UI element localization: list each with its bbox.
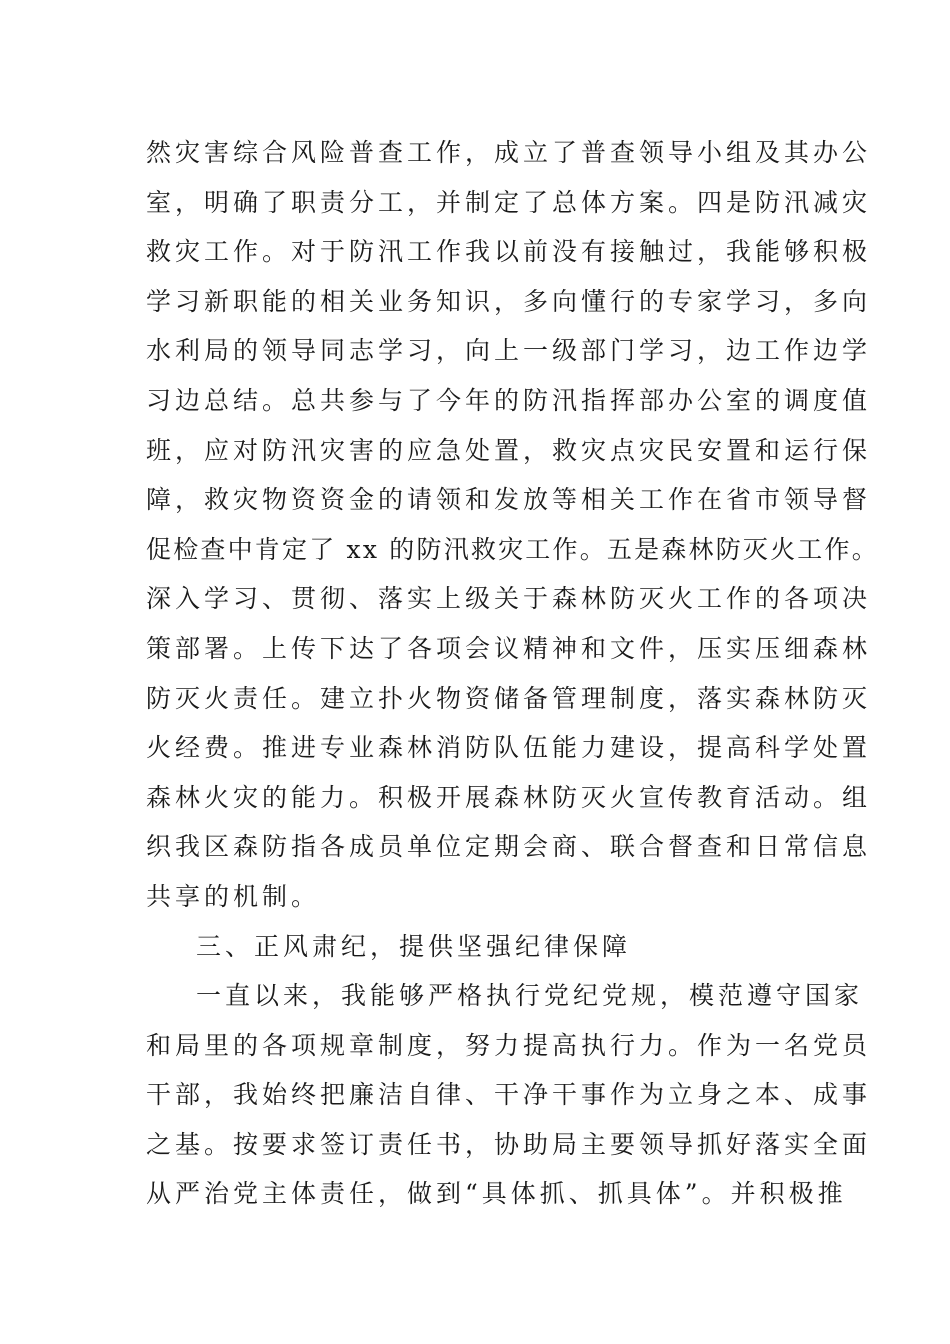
text-line: 班，应对防汛灾害的应急处置，救灾点灾民安置和运行保 [146,435,872,465]
text-line: 深入学习、贯彻、落实上级关于森林防灭火工作的各项决 [146,584,872,614]
text-line: 火经费。推进专业森林消防队伍能力建设，提高科学处置 [146,733,872,763]
text-line: 一直以来，我能够严格执行党纪党规，模范遵守国家 [196,981,864,1011]
text-line: 从严治党主体责任，做到“具体抓、抓具体”。并积极推 [146,1179,847,1209]
text-line: 防灭火责任。建立扑火物资储备管理制度，落实森林防灭 [146,683,872,713]
text-line: 干部，我始终把廉洁自律、干净干事作为立身之本、成事 [146,1080,872,1110]
text-line: 习边总结。总共参与了今年的防汛指挥部办公室的调度值 [146,385,872,415]
text-line: 森林火灾的能力。积极开展森林防灭火宣传教育活动。组 [146,782,872,812]
text-line: 共享的机制。 [146,881,321,911]
text-line: 织我区森防指各成员单位定期会商、联合督查和日常信息 [146,832,872,862]
section-heading: 三、正风肃纪，提供坚强纪律保障 [196,931,632,961]
text-line: 学习新职能的相关业务知识，多向懂行的专家学习，多向 [146,286,872,316]
text-line: 室，明确了职责分工，并制定了总体方案。四是防汛减灾 [146,187,872,217]
text-line: 障，救灾物资资金的请领和发放等相关工作在省市领导督 [146,485,872,515]
text-line: 促检查中肯定了 xx 的防汛救灾工作。五是森林防灭火工作。 [146,534,879,564]
body-text [146,128,879,1219]
text-line: 之基。按要求签订责任书，协助局主要领导抓好落实全面 [146,1129,872,1159]
text-line: 救灾工作。对于防汛工作我以前没有接触过，我能够积极 [146,237,872,267]
text-line: 和局里的各项规章制度，努力提高执行力。作为一名党员 [146,1030,872,1060]
text-line: 水利局的领导同志学习，向上一级部门学习，边工作边学 [146,336,872,366]
text-line: 策部署。上传下达了各项会议精神和文件，压实压细森林 [146,633,872,663]
text-line: 然灾害综合风险普查工作，成立了普查领导小组及其办公 [146,138,872,167]
